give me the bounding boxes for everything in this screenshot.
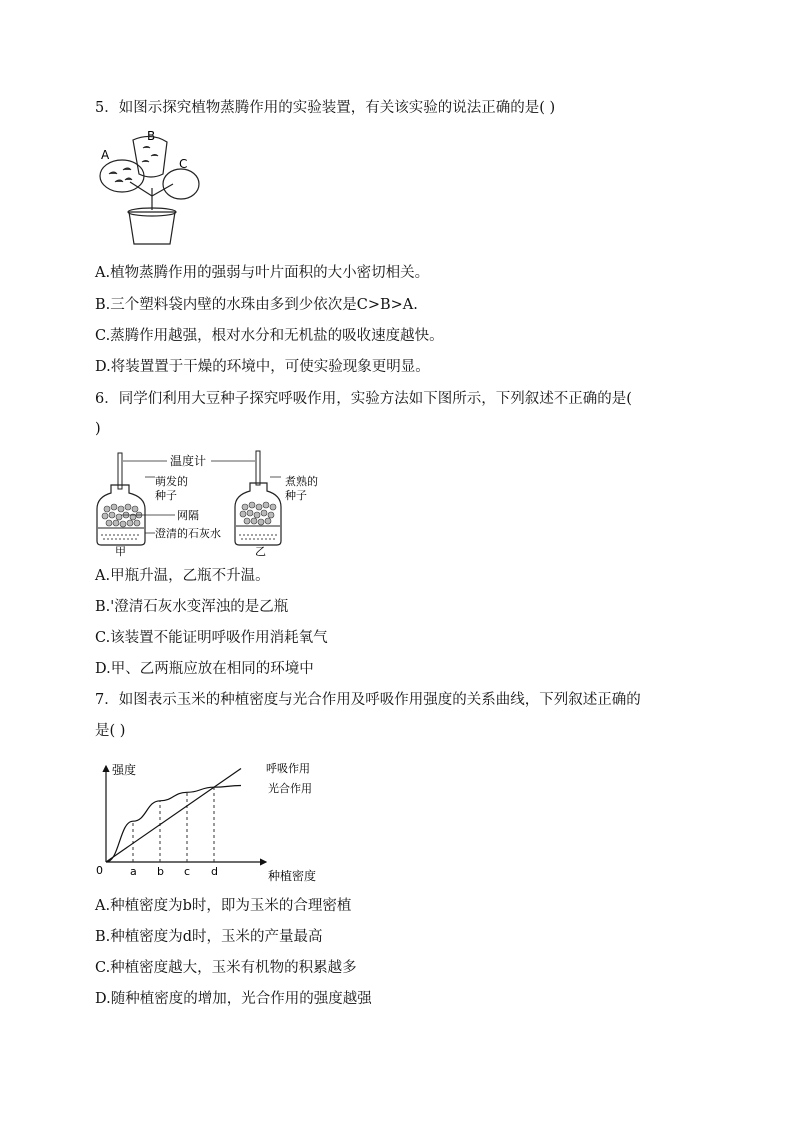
label-germinating-2: 种子 xyxy=(155,489,177,502)
series-label-respiration: 呼吸作用 xyxy=(266,762,310,775)
respiration-experiment-figure xyxy=(95,447,335,557)
label-jar-b: 乙 xyxy=(255,545,266,557)
x-tick-b: b xyxy=(157,865,164,878)
jar-a-thermometer xyxy=(118,453,122,489)
label-cooked-1: 煮熟的 xyxy=(285,475,318,488)
density-intensity-chart xyxy=(90,758,330,888)
q6-stem-line2: ) xyxy=(95,421,101,437)
q7-stem-line1: 7．如图表示玉米的种植密度与光合作用及呼吸作用强度的关系曲线，下列叙述正确的 xyxy=(95,692,641,708)
x-axis-label: 种植密度 xyxy=(268,869,317,883)
label-b: B xyxy=(147,129,156,143)
q7-option-a: A.种植密度为b时，即为玉米的合理密植 xyxy=(95,898,352,914)
plant-stems xyxy=(130,182,173,210)
plastic-bag-c xyxy=(163,169,199,199)
jar-a-seeds xyxy=(102,504,142,527)
label-c: C xyxy=(179,157,188,171)
q7-option-d: D.随种植密度的增加，光合作用的强度越强 xyxy=(95,991,372,1007)
label-thermometer: 温度计 xyxy=(170,454,207,468)
label-cooked-2: 种子 xyxy=(285,489,307,502)
q5-option-d: D.将装置置于干燥的环境中，可使实验现象更明显。 xyxy=(95,359,430,375)
q6-option-d: D.甲、乙两瓶应放在相同的环境中 xyxy=(95,661,314,677)
q5-stem: 5．如图示探究植物蒸腾作用的实验装置，有关该实验的说法正确的是( ) xyxy=(95,100,556,116)
q6-option-c: C.该装置不能证明呼吸作用消耗氧气 xyxy=(95,630,328,646)
jar-b-thermometer xyxy=(256,451,260,485)
q7-stem-line2: 是( ) xyxy=(95,723,126,739)
q5-option-a: A.植物蒸腾作用的强弱与叶片面积的大小密切相关。 xyxy=(95,265,430,281)
series-line-photosynthesis xyxy=(106,786,241,863)
x-tick-c: c xyxy=(184,865,191,878)
q6-stem-line1: 6．同学们利用大豆种子探究呼吸作用，实验方法如下图所示，下列叙述不正确的是( xyxy=(95,391,632,407)
label-limewater: 澄清的石灰水 xyxy=(155,527,221,540)
flower-pot xyxy=(129,212,175,244)
label-a: A xyxy=(101,148,110,162)
q5-option-b: B.三个塑料袋内壁的水珠由多到少依次是C>B>A. xyxy=(95,297,418,313)
q7-option-c: C.种植密度越大，玉米有机物的积累越多 xyxy=(95,960,357,976)
series-label-photosynthesis: 光合作用 xyxy=(268,782,312,795)
label-jar-a: 甲 xyxy=(115,545,126,557)
origin-label: 0 xyxy=(96,864,103,877)
q6-option-b: B.'澄清石灰水变浑浊的是乙瓶 xyxy=(95,599,289,615)
q7-option-b: B.种植密度为d时，玉米的产量最高 xyxy=(95,929,323,945)
x-tick-a: a xyxy=(130,865,137,878)
series-line-respiration xyxy=(106,769,241,863)
label-mesh: 网隔 xyxy=(177,509,199,522)
y-axis-label: 强度 xyxy=(112,763,137,777)
label-germinating-1: 萌发的 xyxy=(155,475,188,488)
x-tick-d: d xyxy=(211,865,218,878)
q5-option-c: C.蒸腾作用越强，根对水分和无机盐的吸收速度越快。 xyxy=(95,328,444,344)
q6-option-a: A.甲瓶升温，乙瓶不升温。 xyxy=(95,568,270,584)
transpiration-apparatus-figure xyxy=(95,126,205,248)
jar-b-seeds xyxy=(240,502,276,525)
